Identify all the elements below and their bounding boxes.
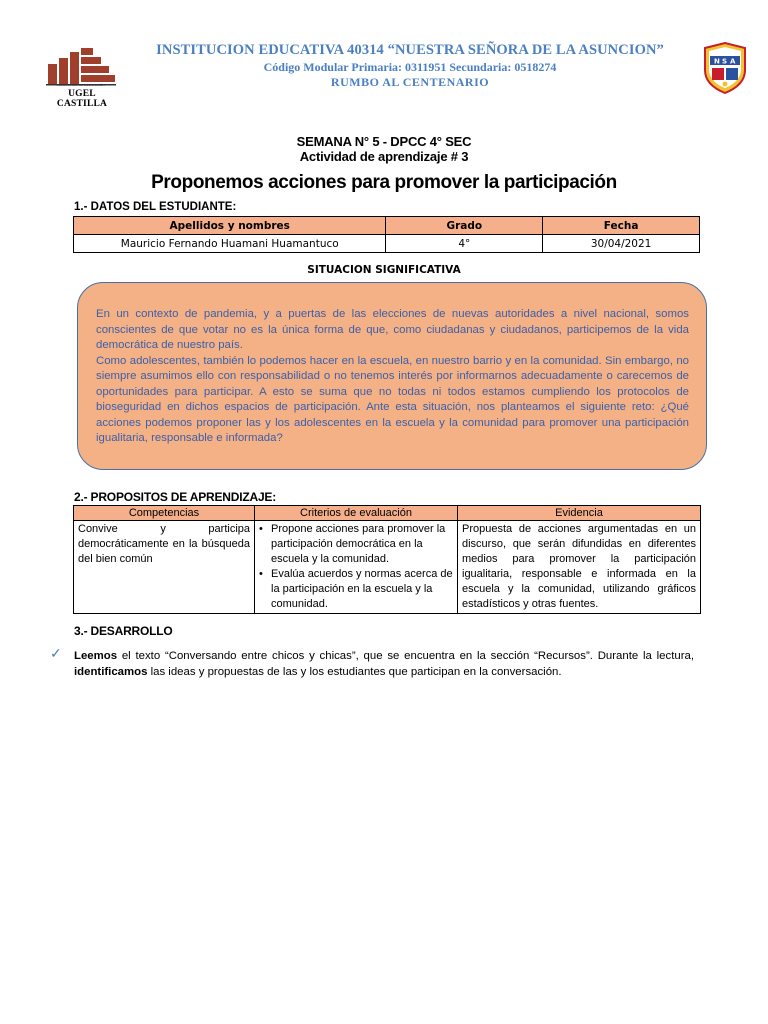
column-header: Fecha	[543, 217, 700, 235]
student-date: 30/04/2021	[543, 235, 700, 253]
criterio-text: Evalúa acuerdos y normas acerca de la participación en la escuela y la comunidad.	[271, 568, 453, 610]
column-header: Criterios de evaluación	[255, 506, 458, 521]
development-heading: 3.- DESARROLLO	[74, 624, 173, 638]
list-item	[259, 567, 453, 612]
column-header: Grado	[386, 217, 543, 235]
table-row	[74, 521, 701, 614]
ministry-caption: MINISTERIO DE EDUCACIÓN	[57, 83, 105, 87]
motto: RUMBO AL CENTENARIO	[330, 75, 490, 89]
student-grade: 4°	[386, 235, 543, 253]
crest-letter: S	[722, 57, 728, 66]
student-data-table	[73, 216, 700, 253]
table-header-row	[74, 506, 701, 521]
criterios-cell	[255, 521, 458, 614]
situation-paragraph: En un contexto de pandemia, y a puertas de las elecciones de nuevas autoridades a nivel nacional, somos conscientes de que votar no es la única forma de que, como ciudadanas y ciudadanos, participemos de la vida democrática de nuestro país.	[96, 308, 689, 351]
crest-letter: A	[730, 57, 736, 66]
student-name: Mauricio Fernando Huamani Huamantuco	[74, 235, 386, 253]
bullet-icon: •	[259, 568, 263, 580]
week-heading: SEMANA N° 5 - DPCC 4° SEC	[296, 134, 472, 149]
list-item	[259, 522, 453, 567]
emphasis-word: Leemos	[74, 650, 118, 662]
evidencia-cell: Propuesta de acciones argumentadas en un discurso, que serán difundidas en diferentes medios para promover la participación igualitaria, responsable e informada en la escuela y la comunidad, utilizando gráficos estadísticos y otras fuentes.	[458, 521, 701, 614]
modular-code: Código Modular Primaria: 0311951 Secundaria: 0518274	[263, 60, 557, 74]
institution-name: INSTITUCION EDUCATIVA 40314 “NUESTRA SEÑORA DE LA ASUNCION”	[156, 42, 664, 58]
institution-header	[120, 42, 700, 90]
purposes-table	[73, 505, 701, 614]
student-section-heading: 1.- DATOS DEL ESTUDIANTE:	[74, 201, 237, 213]
development-instruction	[74, 648, 694, 680]
situation-heading: SITUACION SIGNIFICATIVA	[307, 264, 461, 276]
column-header: Apellidos y nombres	[74, 217, 386, 235]
column-header: Competencias	[74, 506, 255, 521]
ugel-name: UGEL CASTILLA	[56, 89, 108, 109]
table-row	[74, 235, 700, 253]
page-title: Proponemos acciones para promover la participación	[151, 172, 617, 193]
bullet-icon: •	[259, 523, 263, 535]
column-header: Evidencia	[458, 506, 701, 521]
table-header-row	[74, 217, 700, 235]
instruction-text: las ideas y propuestas de las y los estudiantes que participan en la conversación.	[147, 666, 562, 678]
criterio-text: Propone acciones para promover la participación democrática en la escuela y la comunidad.	[271, 523, 446, 565]
school-crest-icon	[702, 42, 748, 94]
activity-heading: Actividad de aprendizaje # 3	[299, 149, 469, 164]
competencia-cell: Convive y participa democráticamente en la búsqueda del bien común	[74, 521, 255, 614]
emphasis-word: identificamos	[74, 666, 148, 678]
checkmark-icon: ✓	[50, 645, 62, 661]
situation-paragraph: Como adolescentes, también lo podemos hacer en la escuela, en nuestro barrio y en la comunidad. Sin embargo, no siempre asumimos ello con responsabilidad o no tenemos interés por informarnos adecuadamente o carecemos de oportunidades para participar. A esto se suma que no todas ni todos estamos cumpliendo los protocolos de bioseguridad en dichos espacios de participación. Ante esta situación, nos planteamos el siguiente reto: ¿Qué acciones podemos proponer las y los adolescentes en la escuela y la comunidad para promover una participación igualitaria, responsable e informada?	[96, 354, 689, 444]
situation-text	[96, 307, 689, 447]
crest-letter: N	[714, 57, 720, 66]
purposes-heading: 2.- PROPOSITOS DE APRENDIZAJE:	[74, 490, 277, 504]
instruction-text: el texto “Conversando entre chicos y chicas”, que se encuentra en la sección “Recursos”. Durante la lectura,	[117, 650, 694, 662]
